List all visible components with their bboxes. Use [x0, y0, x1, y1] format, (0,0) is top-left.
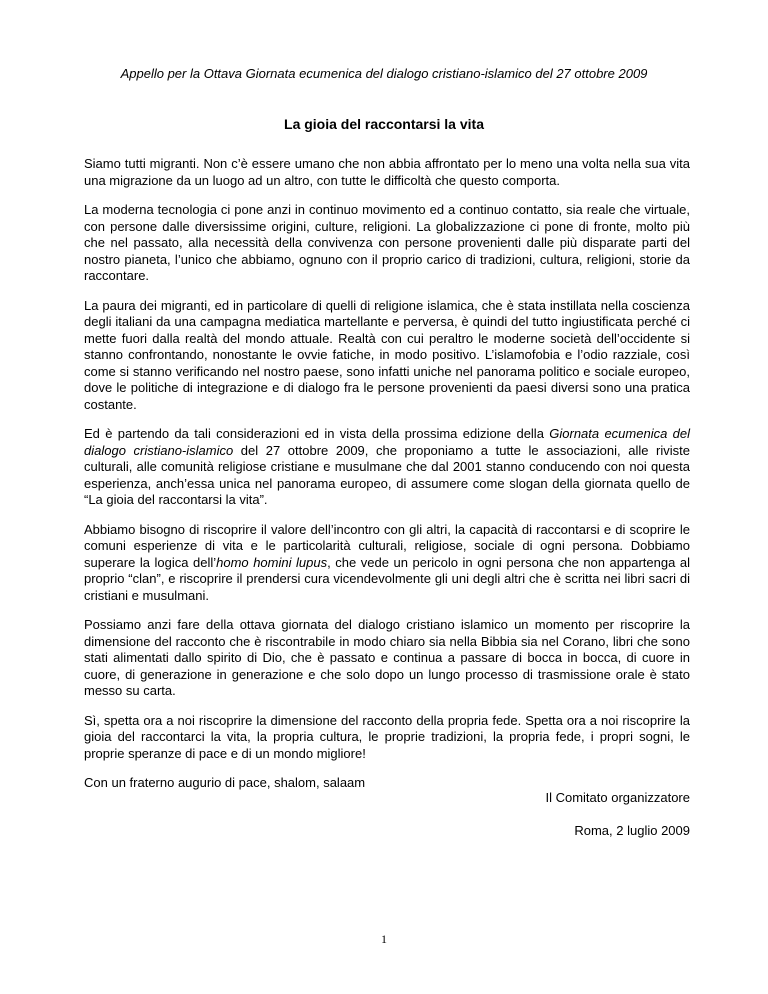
paragraph-4-italic: Giornata ecumenica del dialogo cristiano-islamico [84, 426, 690, 458]
document-header: Appello per la Ottava Giornata ecumenica del dialogo cristiano-islamico del 27 ottobre 2009 [120, 66, 648, 81]
paragraph-5 [84, 522, 690, 605]
paragraph-1: Siamo tutti migranti. Non c’è essere umano che non abbia affrontato per lo meno una volta nella sua vita una migrazione da un luogo ad un altro, con tutte le difficoltà che questo comporta. [84, 156, 690, 188]
document-body [84, 156, 690, 805]
paragraph-2: La moderna tecnologia ci pone anzi in continuo movimento ed a continuo contatto, sia reale che virtuale, con persone dalle diversissime origini, culture, religioni. La globalizzazione ci pone di fronte, molto più che nel passato, alla necessità della convivenza con persone provenienti dalle più disparate parti del nostro pianeta, l’unico che abbiamo, ognuno con il proprio carico di tradizioni, cultura, religioni, storie da raccontare. [84, 202, 690, 283]
paragraph-5-italic: homo homini lupus [216, 554, 328, 570]
paragraph-3: La paura dei migranti, ed in particolare di quelli di religione islamica, che è stata instillata nella coscienza degli italiani da una campagna mediatica martellante e perversa, è quindi del tutto ingiustificata perché ci mette fuori dalla realtà del mondo attuale. Realtà con cui peraltro le moderne società dell’occidente si stanno confrontando, nonostante le ovvie fatiche, in modo positivo. L’islamofobia e l’odio razziale, così come si stanno verificando nel nostro paese, sono infatti uniche nel panorama politico e sociale europeo, dove le politiche di integrazione e di dialogo fra le persone provenienti da paesi diversi sono una pratica costante. [84, 297, 690, 412]
signature: Il Comitato organizzatore [545, 790, 690, 805]
paragraph-4-part-b: del 27 ottobre 2009, che proponiamo a tutte le associazioni, alle riviste culturali, alle comunità religiose cristiane e musulmane che dal 2001 stanno conducendo con noi questa esperienza, anch’essa unica nel panorama europeo, di assumere come slogan della giornata quello de “La gioia del raccontarsi la vita”. [84, 442, 690, 507]
paragraph-7: Sì, spetta ora a noi riscoprire la dimensione del racconto della propria fede. Spetta ora a noi riscoprire la gioia del raccontarci la vita, la propria cultura, le proprie tradizioni, la propria fede, i propri sogni, le proprie speranze di pace e di un mondo migliore! [84, 712, 690, 761]
paragraph-5-part-b: , che vede un pericolo in ogni persona che non appartenga al proprio “clan”, e riscoprire il prendersi cura vicendevolmente gli uni degli altri che è scritta nei libri sacri di cristiani e musulmani. [84, 554, 690, 603]
closing-greeting: Con un fraterno augurio di pace, shalom, salaam [84, 775, 366, 790]
paragraph-4-part-a: Ed è partendo da tali considerazioni ed in vista della prossima edizione della [84, 426, 550, 441]
paragraph-5-part-a: Abbiamo bisogno di riscoprire il valore dell’incontro con gli altri, la capacità di raccontarsi e di scoprire le comuni esperienze di vita e le particolarità culturali, religiose, sociale di ogni persona. Dobbiamo superare la logica dell’ [84, 521, 690, 570]
paragraph-6: Possiamo anzi fare della ottava giornata del dialogo cristiano islamico un momento per riscoprire la dimensione del racconto che è riscontrabile in modo chiaro sia nella Bibbia sia nel Corano, libri che sono stati alimentati dallo spirito di Dio, che è passato e continua a passare di bocca in bocca, di cuore in cuore, di generazione in generazione e che solo dopo un lungo processo di trasmissione orale è stato messo su carta. [84, 617, 690, 698]
document-title: La gioia del raccontarsi la vita [284, 116, 484, 132]
place-date: Roma, 2 luglio 2009 [574, 823, 690, 838]
page-number: 1 [381, 932, 387, 946]
paragraph-4 [84, 426, 690, 509]
